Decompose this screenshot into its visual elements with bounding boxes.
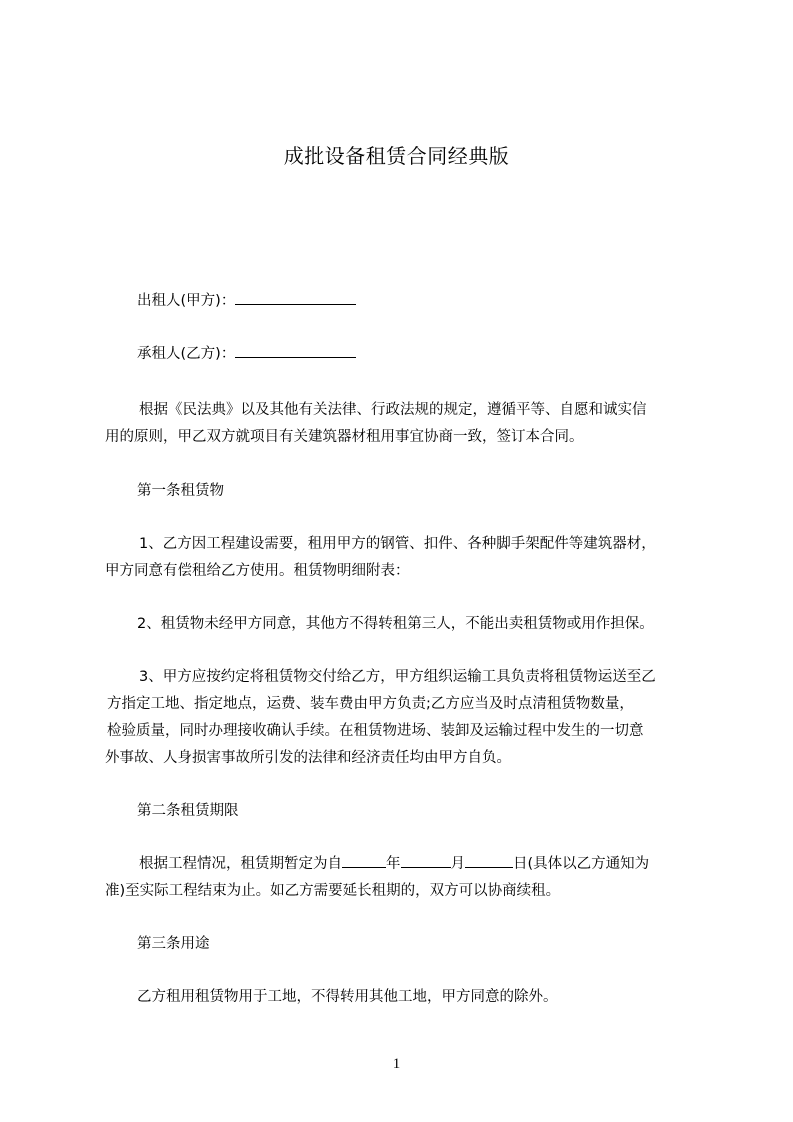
article-1-item-1-line-1: 1、乙方因工程建设需要，租用甲方的钢管、扣件、各种脚手架配件等建筑器材， <box>139 536 656 552</box>
article-1-item-3-line-4: 外事故、人身损害事故所引发的法律和经济责任均由甲方自负。 <box>105 750 511 766</box>
lessee-blank <box>235 343 356 358</box>
article-2-line-2: 准)至实际工程结束为止。如乙方需要延长租期的，双方可以协商续租。 <box>105 883 561 899</box>
document-title: 成批设备租赁合同经典版 <box>283 144 510 168</box>
day-label: 日(具体以乙方通知为 <box>513 856 650 872</box>
day-blank <box>465 853 513 868</box>
intro-line-1: 根据《民法典》以及其他有关法律、行政法规的规定，遵循平等、自愿和诚实信 <box>139 402 647 418</box>
article-2-heading: 第二条租赁期限 <box>137 803 239 819</box>
intro-line-2: 用的原则，甲乙双方就项目有关建筑器材租用事宜协商一致，签订本合同。 <box>105 429 584 445</box>
lessor-blank <box>235 290 356 305</box>
lessor-line <box>137 287 356 315</box>
year-blank <box>342 853 386 868</box>
article-2-line-1 <box>139 850 649 878</box>
page-number: 1 <box>392 1056 401 1072</box>
lessor-label: 出租人(甲方)： <box>137 293 236 309</box>
term-text: 根据工程情况，租赁期暂定为自 <box>139 856 342 872</box>
lessee-label: 承租人(乙方)： <box>137 346 236 362</box>
year-label: 年 <box>386 856 401 872</box>
article-3-line-1: 乙方租用租赁物用于工地，不得转用其他工地，甲方同意的除外。 <box>137 989 558 1005</box>
article-3-heading: 第三条用途 <box>137 936 210 952</box>
article-1-item-3-line-3: 检验质量，同时办理接收确认手续。在租赁物进场、装卸及运输过程中发生的一切意 <box>107 723 644 739</box>
article-1-item-1-line-2: 甲方同意有偿租给乙方使用。租赁物明细附表： <box>105 563 410 579</box>
article-1-heading: 第一条租赁物 <box>137 483 224 499</box>
lessee-line <box>137 340 356 368</box>
article-1-item-2: 2、租赁物未经甲方同意，其他方不得转租第三人，不能出卖租赁物或用作担保。 <box>137 616 654 632</box>
article-1-item-3-line-2: 方指定工地、指定地点，运费、装车费由甲方负责;乙方应当及时点清租赁物数量， <box>107 696 634 712</box>
article-1-item-3-line-1: 3、甲方应按约定将租赁物交付给乙方，甲方组织运输工具负责将租赁物运送至乙 <box>139 669 656 685</box>
month-blank <box>401 853 451 868</box>
month-label: 月 <box>450 856 465 872</box>
